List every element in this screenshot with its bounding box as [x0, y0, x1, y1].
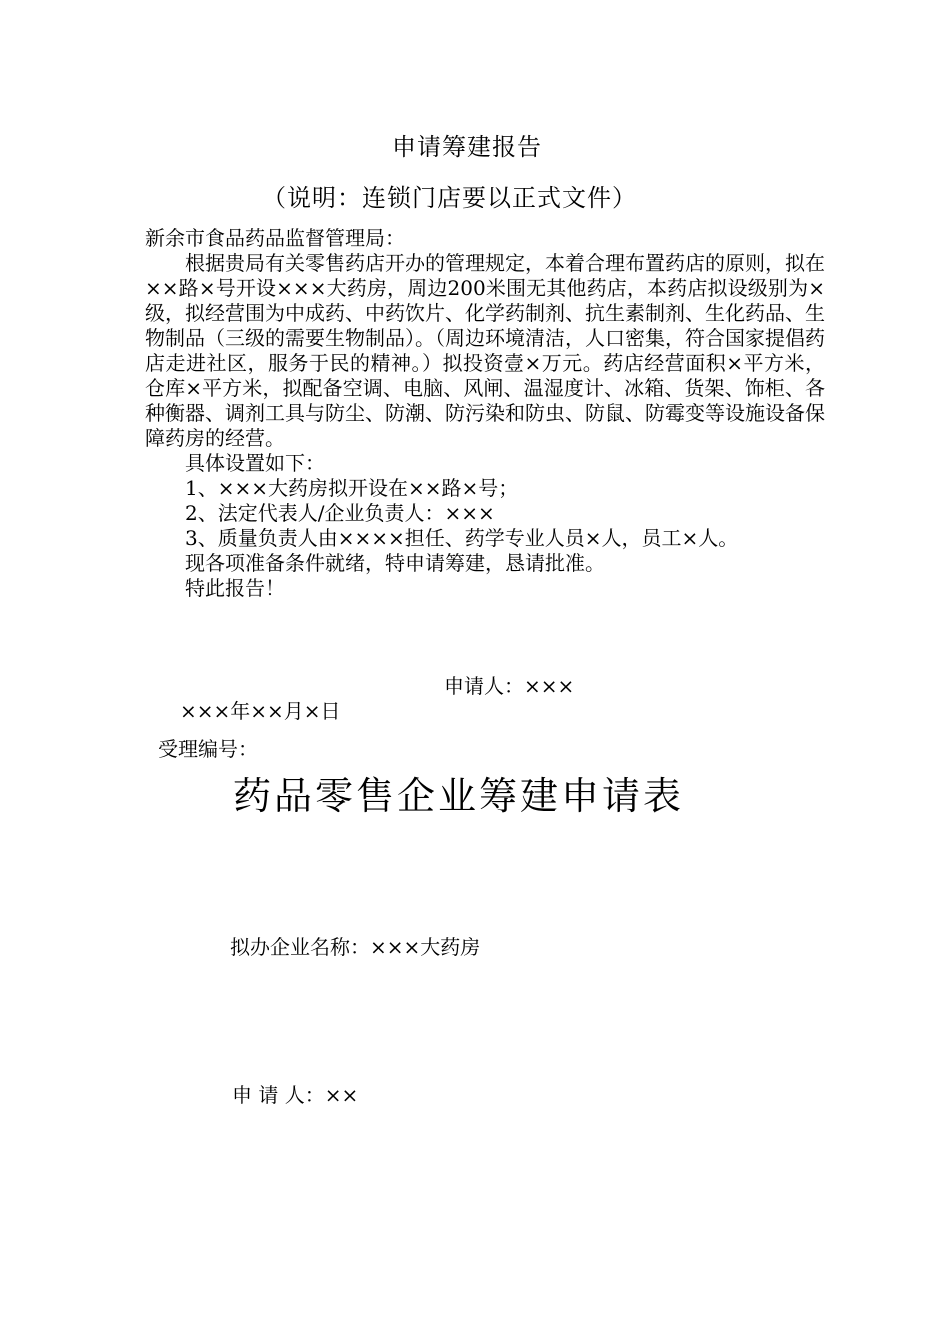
form-applicant: 申 请 人：××: [232, 1083, 359, 1107]
report-subtitle: （说明：连锁门店要以正式文件）: [262, 184, 637, 212]
report-title: 申请筹建报告: [392, 133, 542, 161]
report-applicant: 申请人：×××: [444, 674, 575, 698]
setting-item-1: 1、×××大药房拟开设在××路×号；: [185, 476, 519, 500]
closing: 特此报告！: [185, 576, 285, 600]
report-body: [145, 226, 825, 601]
settings-intro: 具体设置如下：: [185, 451, 325, 475]
setting-item-3: 3、质量负责人由××××担任、药学专业人员×人，员工×人。: [185, 526, 739, 550]
form-title: 药品零售企业筹建申请表: [233, 774, 685, 818]
company-name: 拟办企业名称：×××大药房: [230, 935, 481, 959]
setting-item-2: 2、法定代表人/企业负责人：×××: [185, 501, 495, 525]
report-date: ×××年××月×日: [180, 699, 341, 723]
body-paragraph: 根据贵局有关零售药店开办的管理规定，本着合理布置药店的原则，拟在××路×号开设×××大药房，周边200米围无其他药店，本药店拟设级别为×级，拟经营围为中成药、中药饮片、化学药制剂、抗生素制剂、生化药品、生物制品（三级的需要生物制品）。（周边环境清洁，人口密集，符合国家提倡药店走进社区，服务于民的精神。）拟投资壹×万元。药店经营面积×平方米，仓库×平方米，拟配备空调、电脑、风闸、温湿度计、冰箱、货架、饰柜、各种衡器、调剂工具与防尘、防潮、防污染和防虫、防鼠、防霉变等设施设备保障药房的经营。: [145, 251, 825, 450]
ready-statement: 现各项准备条件就绪，特申请筹建，恳请批准。: [185, 551, 605, 575]
accept-number-label: 受理编号：: [158, 737, 258, 761]
addressee: 新余市食品药品监督管理局：: [145, 226, 405, 250]
